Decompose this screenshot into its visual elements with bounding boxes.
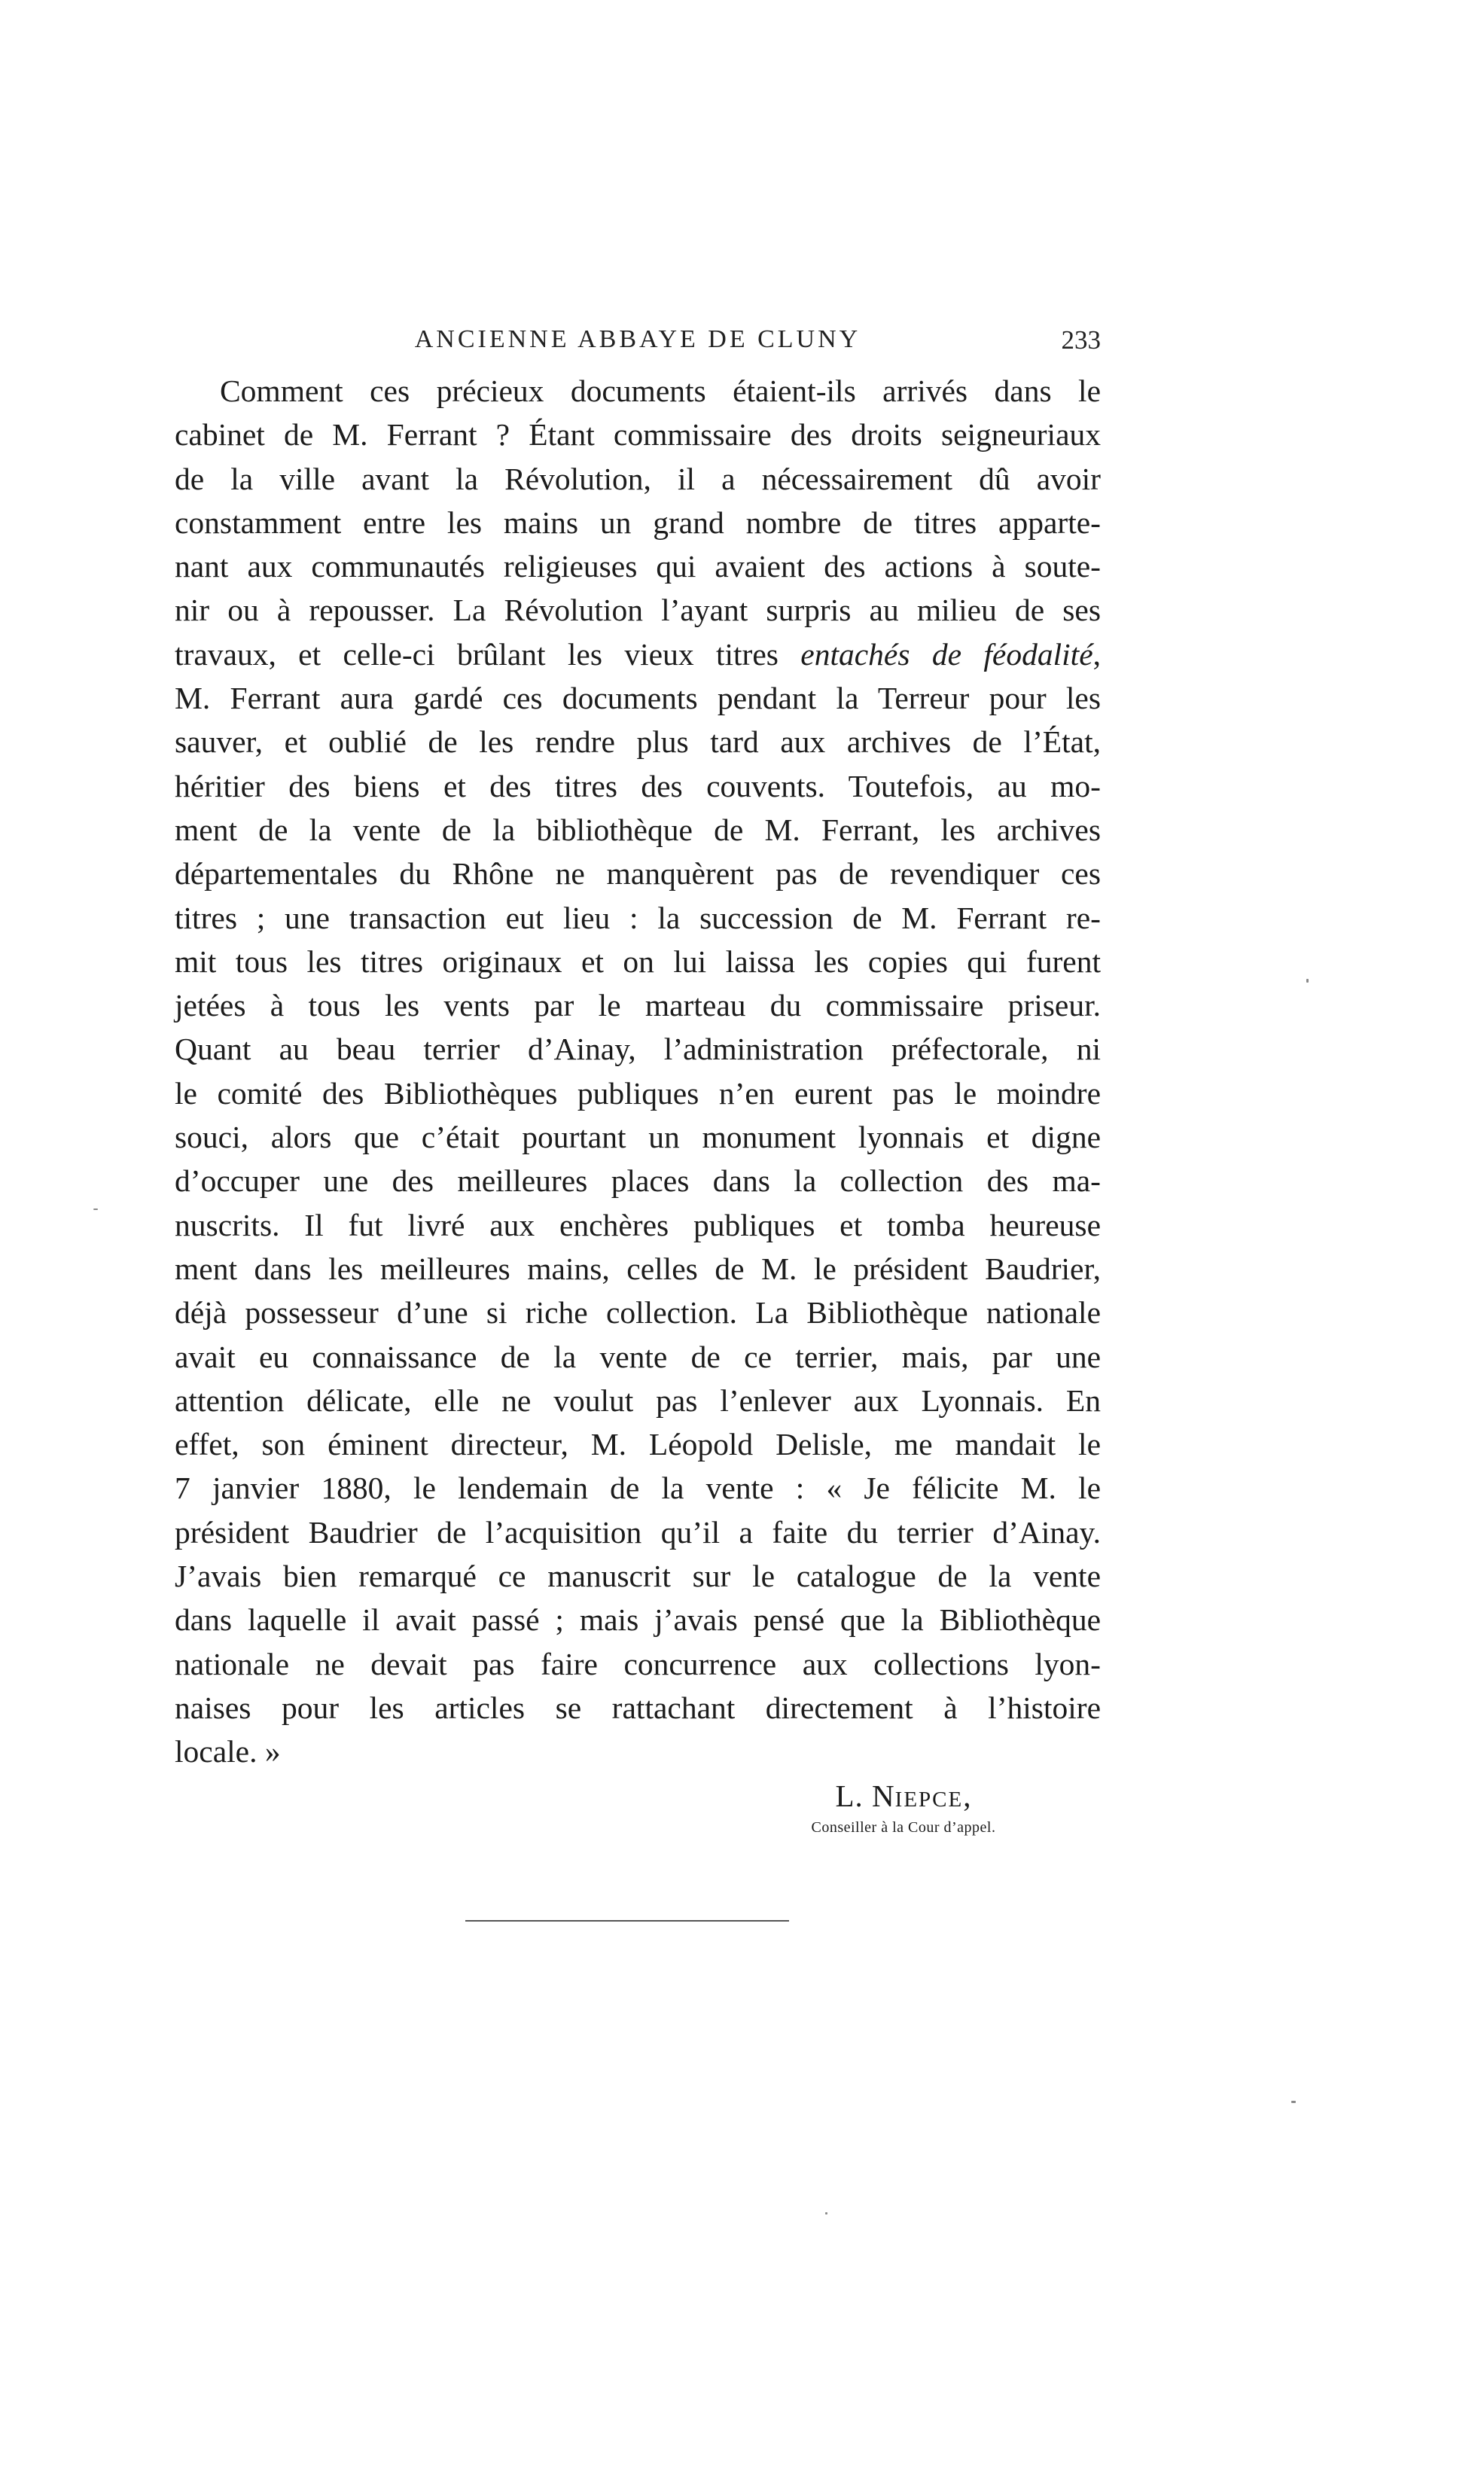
- end-rule-divider: [465, 1920, 789, 1922]
- text-line: avait eu connaissance de la vente de ce terrier, mais, par une: [175, 1339, 1101, 1374]
- text-line: M. Ferrant aura gardé ces documents pendant la Terreur pour les: [175, 681, 1101, 716]
- text-line: départementales du Rhône ne manquèrent pas de revendiquer ces: [175, 856, 1101, 892]
- scan-speck: [93, 1209, 98, 1210]
- text-line-end: ,: [1092, 636, 1101, 672]
- author-initial: L. N: [835, 1779, 895, 1813]
- text-line: constamment entre les mains un grand nombre de titres apparte-: [175, 504, 1101, 540]
- text-line: déjà possesseur d’une si riche collection. La Bibliothèque nationale: [175, 1295, 1101, 1330]
- text-line: nationale ne devait pas faire concurrence aux collections lyon-: [175, 1646, 1101, 1681]
- text-line-with-italic: [175, 632, 1101, 676]
- author-title: Conseiller à la Cour d’appel.: [811, 1819, 996, 1836]
- text-line: mit tous les titres originaux et on lui laissa les copies qui furent: [175, 943, 1101, 979]
- text-line: d’occuper une des meilleures places dans la collection des ma-: [175, 1163, 1101, 1199]
- text-line: 7 janvier 1880, le lendemain de la vente : « Je félicite M. le: [175, 1471, 1101, 1506]
- text-line-start: travaux, et celle-ci brûlant les vieux titres: [175, 636, 779, 672]
- text-line: président Baudrier de l’acquisition qu’il a faite du terrier d’Ainay.: [175, 1514, 1101, 1550]
- text-line-final: locale. »: [175, 1734, 281, 1769]
- text-line: souci, alors que c’était pourtant un monument lyonnais et digne: [175, 1120, 1101, 1155]
- text-line: le comité des Bibliothèques publiques n’en eurent pas le moindre: [175, 1075, 1101, 1111]
- text-line: titres ; une transaction eut lieu : la succession de M. Ferrant re-: [175, 900, 1101, 935]
- italic-phrase: entachés de féodalité: [800, 636, 1093, 672]
- text-line: J’avais bien remarqué ce manuscrit sur le catalogue de la vente: [175, 1559, 1101, 1594]
- signature-block: [791, 1777, 1016, 1840]
- text-line: Quant au beau terrier d’Ainay, l’administration préfectorale, ni: [175, 1032, 1101, 1067]
- text-line: nir ou à repousser. La Révolution l’ayant surpris au milieu de ses: [175, 593, 1101, 628]
- text-line: naises pour les articles se rattachant directement à l’histoire: [175, 1690, 1101, 1725]
- text-line: héritier des biens et des titres des couvents. Toutefois, au mo-: [175, 768, 1101, 803]
- text-line: sauver, et oublié de les rendre plus tard aux archives de l’État,: [175, 724, 1101, 760]
- author-name: [791, 1777, 1016, 1815]
- scan-speck: [825, 2212, 827, 2214]
- text-line: ment dans les meilleures mains, celles de M. le président Baudrier,: [175, 1251, 1101, 1286]
- body-paragraph: [175, 369, 1101, 1774]
- scan-speck: [1306, 979, 1309, 983]
- text-line: nuscrits. Il fut livré aux enchères publiques et tomba heureuse: [175, 1207, 1101, 1242]
- text-line: de la ville avant la Révolution, il a nécessairement dû avoir: [175, 461, 1101, 496]
- text-line: ment de la vente de la bibliothèque de M. Ferrant, les archives: [175, 812, 1101, 847]
- author-comma: ,: [963, 1779, 972, 1813]
- page-number: 233: [1061, 325, 1101, 355]
- text-line: cabinet de M. Ferrant ? Étant commissaire des droits seigneuriaux: [175, 417, 1101, 453]
- running-title: ANCIENNE ABBAYE DE CLUNY: [414, 325, 861, 353]
- running-head: [175, 325, 1101, 363]
- author-surname: iepce: [894, 1779, 964, 1813]
- text-line: attention délicate, elle ne voulut pas l’enlever aux Lyonnais. En: [175, 1382, 1101, 1418]
- text-line: nant aux communautés religieuses qui avaient des actions à soute-: [175, 549, 1101, 584]
- text-line: effet, son éminent directeur, M. Léopold Delisle, me mandait le: [175, 1427, 1101, 1462]
- text-line: Comment ces précieux documents étaient-ils arrivés dans le: [220, 373, 1101, 408]
- text-line: dans laquelle il avait passé ; mais j’avais pensé que la Bibliothèque: [175, 1602, 1101, 1638]
- scan-speck: [1291, 2101, 1296, 2103]
- text-line: jetées à tous les vents par le marteau du commissaire priseur.: [175, 988, 1101, 1023]
